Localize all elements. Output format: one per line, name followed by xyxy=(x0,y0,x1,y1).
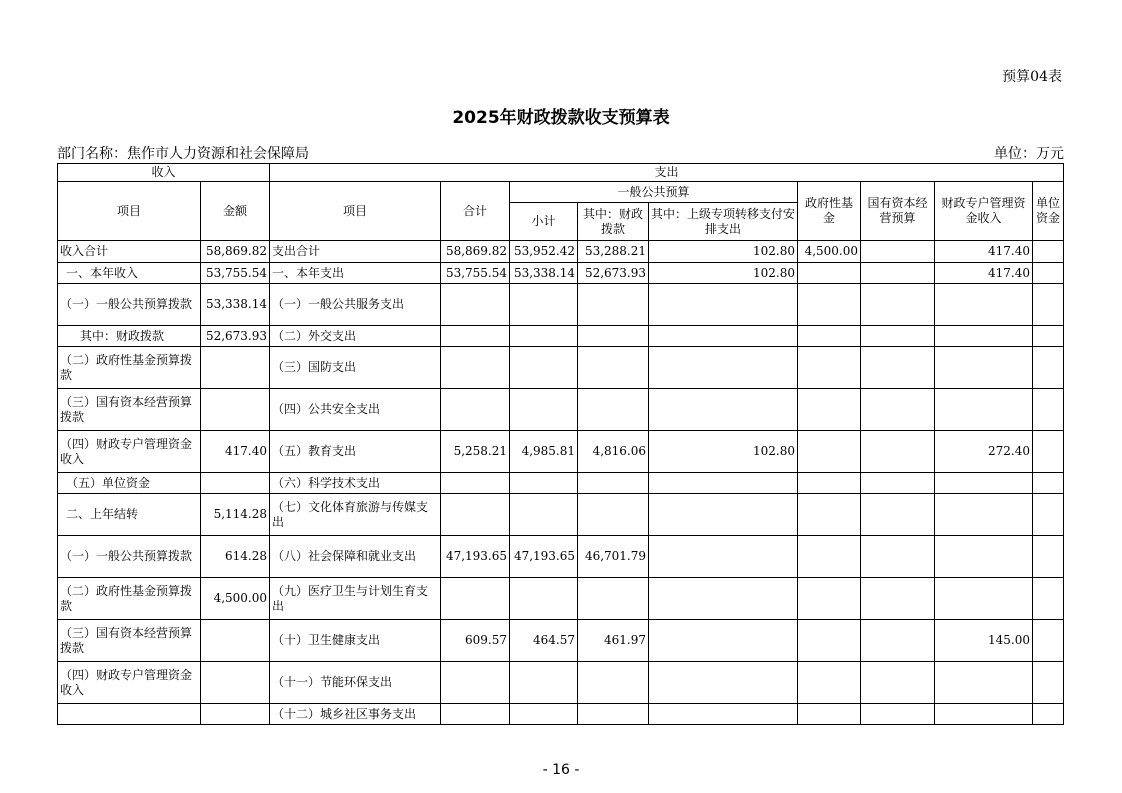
upper-transfer-cell xyxy=(649,473,798,494)
subtotal-cell xyxy=(510,284,578,326)
state-capital-cell xyxy=(861,536,935,578)
income-amount-cell: 4,500.00 xyxy=(201,578,270,620)
upper-transfer-header: 其中：上级专项转移支付安排支出 xyxy=(649,203,798,241)
unit-fund-cell xyxy=(1033,536,1064,578)
upper-transfer-cell xyxy=(649,494,798,536)
gov-fund-cell xyxy=(798,662,861,704)
gov-fund-cell xyxy=(798,473,861,494)
upper-transfer-cell xyxy=(649,578,798,620)
table-row xyxy=(58,284,1064,326)
income-amount-cell xyxy=(201,704,270,725)
subtotal-cell xyxy=(510,494,578,536)
special-fund-cell xyxy=(935,662,1033,704)
table-row xyxy=(58,241,1064,263)
total-cell xyxy=(441,389,510,431)
gov-fund-cell xyxy=(798,263,861,284)
income-item-cell xyxy=(58,704,201,725)
state-capital-cell xyxy=(861,241,935,263)
unit-fund-cell xyxy=(1033,389,1064,431)
expense-item-cell: （十一）节能环保支出 xyxy=(270,662,441,704)
unit-fund-cell xyxy=(1033,662,1064,704)
state-capital-cell xyxy=(861,389,935,431)
total-cell xyxy=(441,347,510,389)
table-row xyxy=(58,536,1064,578)
expense-item-cell: （一）一般公共服务支出 xyxy=(270,284,441,326)
total-cell xyxy=(441,473,510,494)
fin-appropriation-cell xyxy=(578,326,649,347)
total-header: 合计 xyxy=(441,182,510,241)
subtotal-cell xyxy=(510,326,578,347)
expense-item-cell: （七）文化体育旅游与传媒支出 xyxy=(270,494,441,536)
income-amount-cell: 53,755.54 xyxy=(201,263,270,284)
unit-fund-cell xyxy=(1033,494,1064,536)
total-cell xyxy=(441,704,510,725)
gov-fund-cell xyxy=(798,389,861,431)
upper-transfer-cell: 102.80 xyxy=(649,431,798,473)
income-item-cell: 一、本年收入 xyxy=(58,263,201,284)
fin-appropriation-header: 其中：财政拨款 xyxy=(578,203,649,241)
fin-appropriation-cell: 53,288.21 xyxy=(578,241,649,263)
expense-item-cell: （九）医疗卫生与计划生育支出 xyxy=(270,578,441,620)
fin-appropriation-cell: 461.97 xyxy=(578,620,649,662)
gov-fund-cell xyxy=(798,494,861,536)
table-row xyxy=(58,494,1064,536)
income-amount-cell: 52,673.93 xyxy=(201,326,270,347)
income-header: 收入 xyxy=(58,164,270,182)
state-capital-cell xyxy=(861,578,935,620)
total-cell xyxy=(441,326,510,347)
form-number: 预算04表 xyxy=(1002,69,1062,85)
state-capital-cell xyxy=(861,263,935,284)
subtotal-cell: 53,952.42 xyxy=(510,241,578,263)
state-capital-cell xyxy=(861,662,935,704)
upper-transfer-cell xyxy=(649,326,798,347)
state-capital-cell xyxy=(861,326,935,347)
special-fund-cell: 417.40 xyxy=(935,263,1033,284)
income-item-cell: 收入合计 xyxy=(58,241,201,263)
upper-transfer-cell: 102.80 xyxy=(649,241,798,263)
special-fund-cell xyxy=(935,494,1033,536)
fin-appropriation-cell: 46,701.79 xyxy=(578,536,649,578)
state-capital-cell xyxy=(861,431,935,473)
income-item-cell: 二、上年结转 xyxy=(58,494,201,536)
income-item-cell: 其中：财政拨款 xyxy=(58,326,201,347)
fin-appropriation-cell xyxy=(578,578,649,620)
income-amount-cell: 417.40 xyxy=(201,431,270,473)
unit-fund-header: 单位资金 xyxy=(1033,182,1064,241)
income-item-cell: （一）一般公共预算拨款 xyxy=(58,536,201,578)
subtotal-cell xyxy=(510,578,578,620)
fin-appropriation-cell xyxy=(578,284,649,326)
general-budget-header: 一般公共预算 xyxy=(510,182,798,203)
income-amount-cell xyxy=(201,662,270,704)
upper-transfer-cell xyxy=(649,347,798,389)
special-fund-cell: 272.40 xyxy=(935,431,1033,473)
expense-item-cell: （十二）城乡社区事务支出 xyxy=(270,704,441,725)
total-cell xyxy=(441,284,510,326)
table-row xyxy=(58,620,1064,662)
expense-item-header: 项目 xyxy=(270,182,441,241)
gov-fund-cell xyxy=(798,704,861,725)
special-fund-cell xyxy=(935,284,1033,326)
gov-fund-cell xyxy=(798,431,861,473)
subtotal-cell: 4,985.81 xyxy=(510,431,578,473)
upper-transfer-cell: 102.80 xyxy=(649,263,798,284)
table-row xyxy=(58,326,1064,347)
fin-appropriation-cell xyxy=(578,473,649,494)
expense-item-cell: （三）国防支出 xyxy=(270,347,441,389)
unit-fund-cell xyxy=(1033,578,1064,620)
income-item-cell: （二）政府性基金预算拨款 xyxy=(58,578,201,620)
special-fund-cell xyxy=(935,578,1033,620)
unit-label: 单位：万元 xyxy=(994,146,1064,162)
state-capital-cell xyxy=(861,494,935,536)
unit-fund-cell xyxy=(1033,431,1064,473)
upper-transfer-cell xyxy=(649,389,798,431)
total-cell: 5,258.21 xyxy=(441,431,510,473)
upper-transfer-cell xyxy=(649,620,798,662)
income-amount-cell: 58,869.82 xyxy=(201,241,270,263)
subtotal-cell: 464.57 xyxy=(510,620,578,662)
department-name: 部门名称：焦作市人力资源和社会保障局 xyxy=(57,146,309,162)
unit-fund-cell xyxy=(1033,284,1064,326)
state-capital-cell xyxy=(861,284,935,326)
subtotal-cell xyxy=(510,389,578,431)
expense-item-cell: （十）卫生健康支出 xyxy=(270,620,441,662)
total-cell: 53,755.54 xyxy=(441,263,510,284)
total-cell: 58,869.82 xyxy=(441,241,510,263)
expense-item-cell: 支出合计 xyxy=(270,241,441,263)
state-capital-cell xyxy=(861,473,935,494)
fin-appropriation-cell xyxy=(578,704,649,725)
total-cell xyxy=(441,578,510,620)
subtotal-cell: 47,193.65 xyxy=(510,536,578,578)
fin-appropriation-cell: 52,673.93 xyxy=(578,263,649,284)
subtotal-cell xyxy=(510,347,578,389)
special-fund-cell xyxy=(935,389,1033,431)
budget-table xyxy=(57,163,1064,725)
state-capital-cell xyxy=(861,620,935,662)
special-fund-cell xyxy=(935,473,1033,494)
income-amount-cell: 53,338.14 xyxy=(201,284,270,326)
table-row xyxy=(58,347,1064,389)
unit-fund-cell xyxy=(1033,263,1064,284)
expense-item-cell: （八）社会保障和就业支出 xyxy=(270,536,441,578)
income-amount-cell: 614.28 xyxy=(201,536,270,578)
special-fund-header: 财政专户管理资金收入 xyxy=(935,182,1033,241)
fin-appropriation-cell xyxy=(578,494,649,536)
unit-fund-cell xyxy=(1033,241,1064,263)
special-fund-cell xyxy=(935,536,1033,578)
expense-item-cell: （五）教育支出 xyxy=(270,431,441,473)
fin-appropriation-cell xyxy=(578,389,649,431)
total-cell xyxy=(441,494,510,536)
fin-appropriation-cell xyxy=(578,347,649,389)
subtotal-cell: 53,338.14 xyxy=(510,263,578,284)
page-title: 2025年财政拨款收支预算表 xyxy=(452,108,670,128)
total-cell xyxy=(441,662,510,704)
table-row xyxy=(58,263,1064,284)
income-amount-cell xyxy=(201,620,270,662)
expense-item-cell: （二）外交支出 xyxy=(270,326,441,347)
income-item-cell: （三）国有资本经营预算拨款 xyxy=(58,620,201,662)
fin-appropriation-cell xyxy=(578,662,649,704)
page-number: - 16 - xyxy=(542,762,580,778)
special-fund-cell: 145.00 xyxy=(935,620,1033,662)
gov-fund-cell xyxy=(798,620,861,662)
unit-fund-cell xyxy=(1033,326,1064,347)
income-amount-cell xyxy=(201,347,270,389)
income-item-cell: （五）单位资金 xyxy=(58,473,201,494)
expense-item-cell: （四）公共安全支出 xyxy=(270,389,441,431)
gov-fund-cell xyxy=(798,326,861,347)
gov-fund-cell xyxy=(798,284,861,326)
gov-fund-cell xyxy=(798,578,861,620)
upper-transfer-cell xyxy=(649,284,798,326)
table-row xyxy=(58,431,1064,473)
state-capital-cell xyxy=(861,704,935,725)
state-capital-header: 国有资本经营预算 xyxy=(861,182,935,241)
subtotal-header: 小计 xyxy=(510,203,578,241)
gov-fund-cell: 4,500.00 xyxy=(798,241,861,263)
special-fund-cell xyxy=(935,347,1033,389)
table-row xyxy=(58,662,1064,704)
table-row xyxy=(58,578,1064,620)
expense-item-cell: 一、本年支出 xyxy=(270,263,441,284)
income-item-cell: （一）一般公共预算拨款 xyxy=(58,284,201,326)
special-fund-cell xyxy=(935,704,1033,725)
income-amount-cell xyxy=(201,473,270,494)
table-row xyxy=(58,389,1064,431)
income-item-cell: （四）财政专户管理资金收入 xyxy=(58,662,201,704)
income-amount-cell: 5,114.28 xyxy=(201,494,270,536)
upper-transfer-cell xyxy=(649,662,798,704)
income-item-cell: （三）国有资本经营预算拨款 xyxy=(58,389,201,431)
income-item-cell: （二）政府性基金预算拨款 xyxy=(58,347,201,389)
upper-transfer-cell xyxy=(649,704,798,725)
unit-fund-cell xyxy=(1033,620,1064,662)
total-cell: 609.57 xyxy=(441,620,510,662)
gov-fund-cell xyxy=(798,347,861,389)
upper-transfer-cell xyxy=(649,536,798,578)
unit-fund-cell xyxy=(1033,473,1064,494)
subtotal-cell xyxy=(510,704,578,725)
table-row xyxy=(58,704,1064,725)
expense-item-cell: （六）科学技术支出 xyxy=(270,473,441,494)
income-amount-header: 金额 xyxy=(201,182,270,241)
gov-fund-header: 政府性基金 xyxy=(798,182,861,241)
income-item-cell: （四）财政专户管理资金收入 xyxy=(58,431,201,473)
unit-fund-cell xyxy=(1033,704,1064,725)
expense-header: 支出 xyxy=(270,164,1064,182)
gov-fund-cell xyxy=(798,536,861,578)
total-cell: 47,193.65 xyxy=(441,536,510,578)
income-amount-cell xyxy=(201,389,270,431)
unit-fund-cell xyxy=(1033,347,1064,389)
special-fund-cell xyxy=(935,326,1033,347)
state-capital-cell xyxy=(861,347,935,389)
income-item-header: 项目 xyxy=(58,182,201,241)
table-row xyxy=(58,473,1064,494)
fin-appropriation-cell: 4,816.06 xyxy=(578,431,649,473)
special-fund-cell: 417.40 xyxy=(935,241,1033,263)
subtotal-cell xyxy=(510,662,578,704)
subtotal-cell xyxy=(510,473,578,494)
